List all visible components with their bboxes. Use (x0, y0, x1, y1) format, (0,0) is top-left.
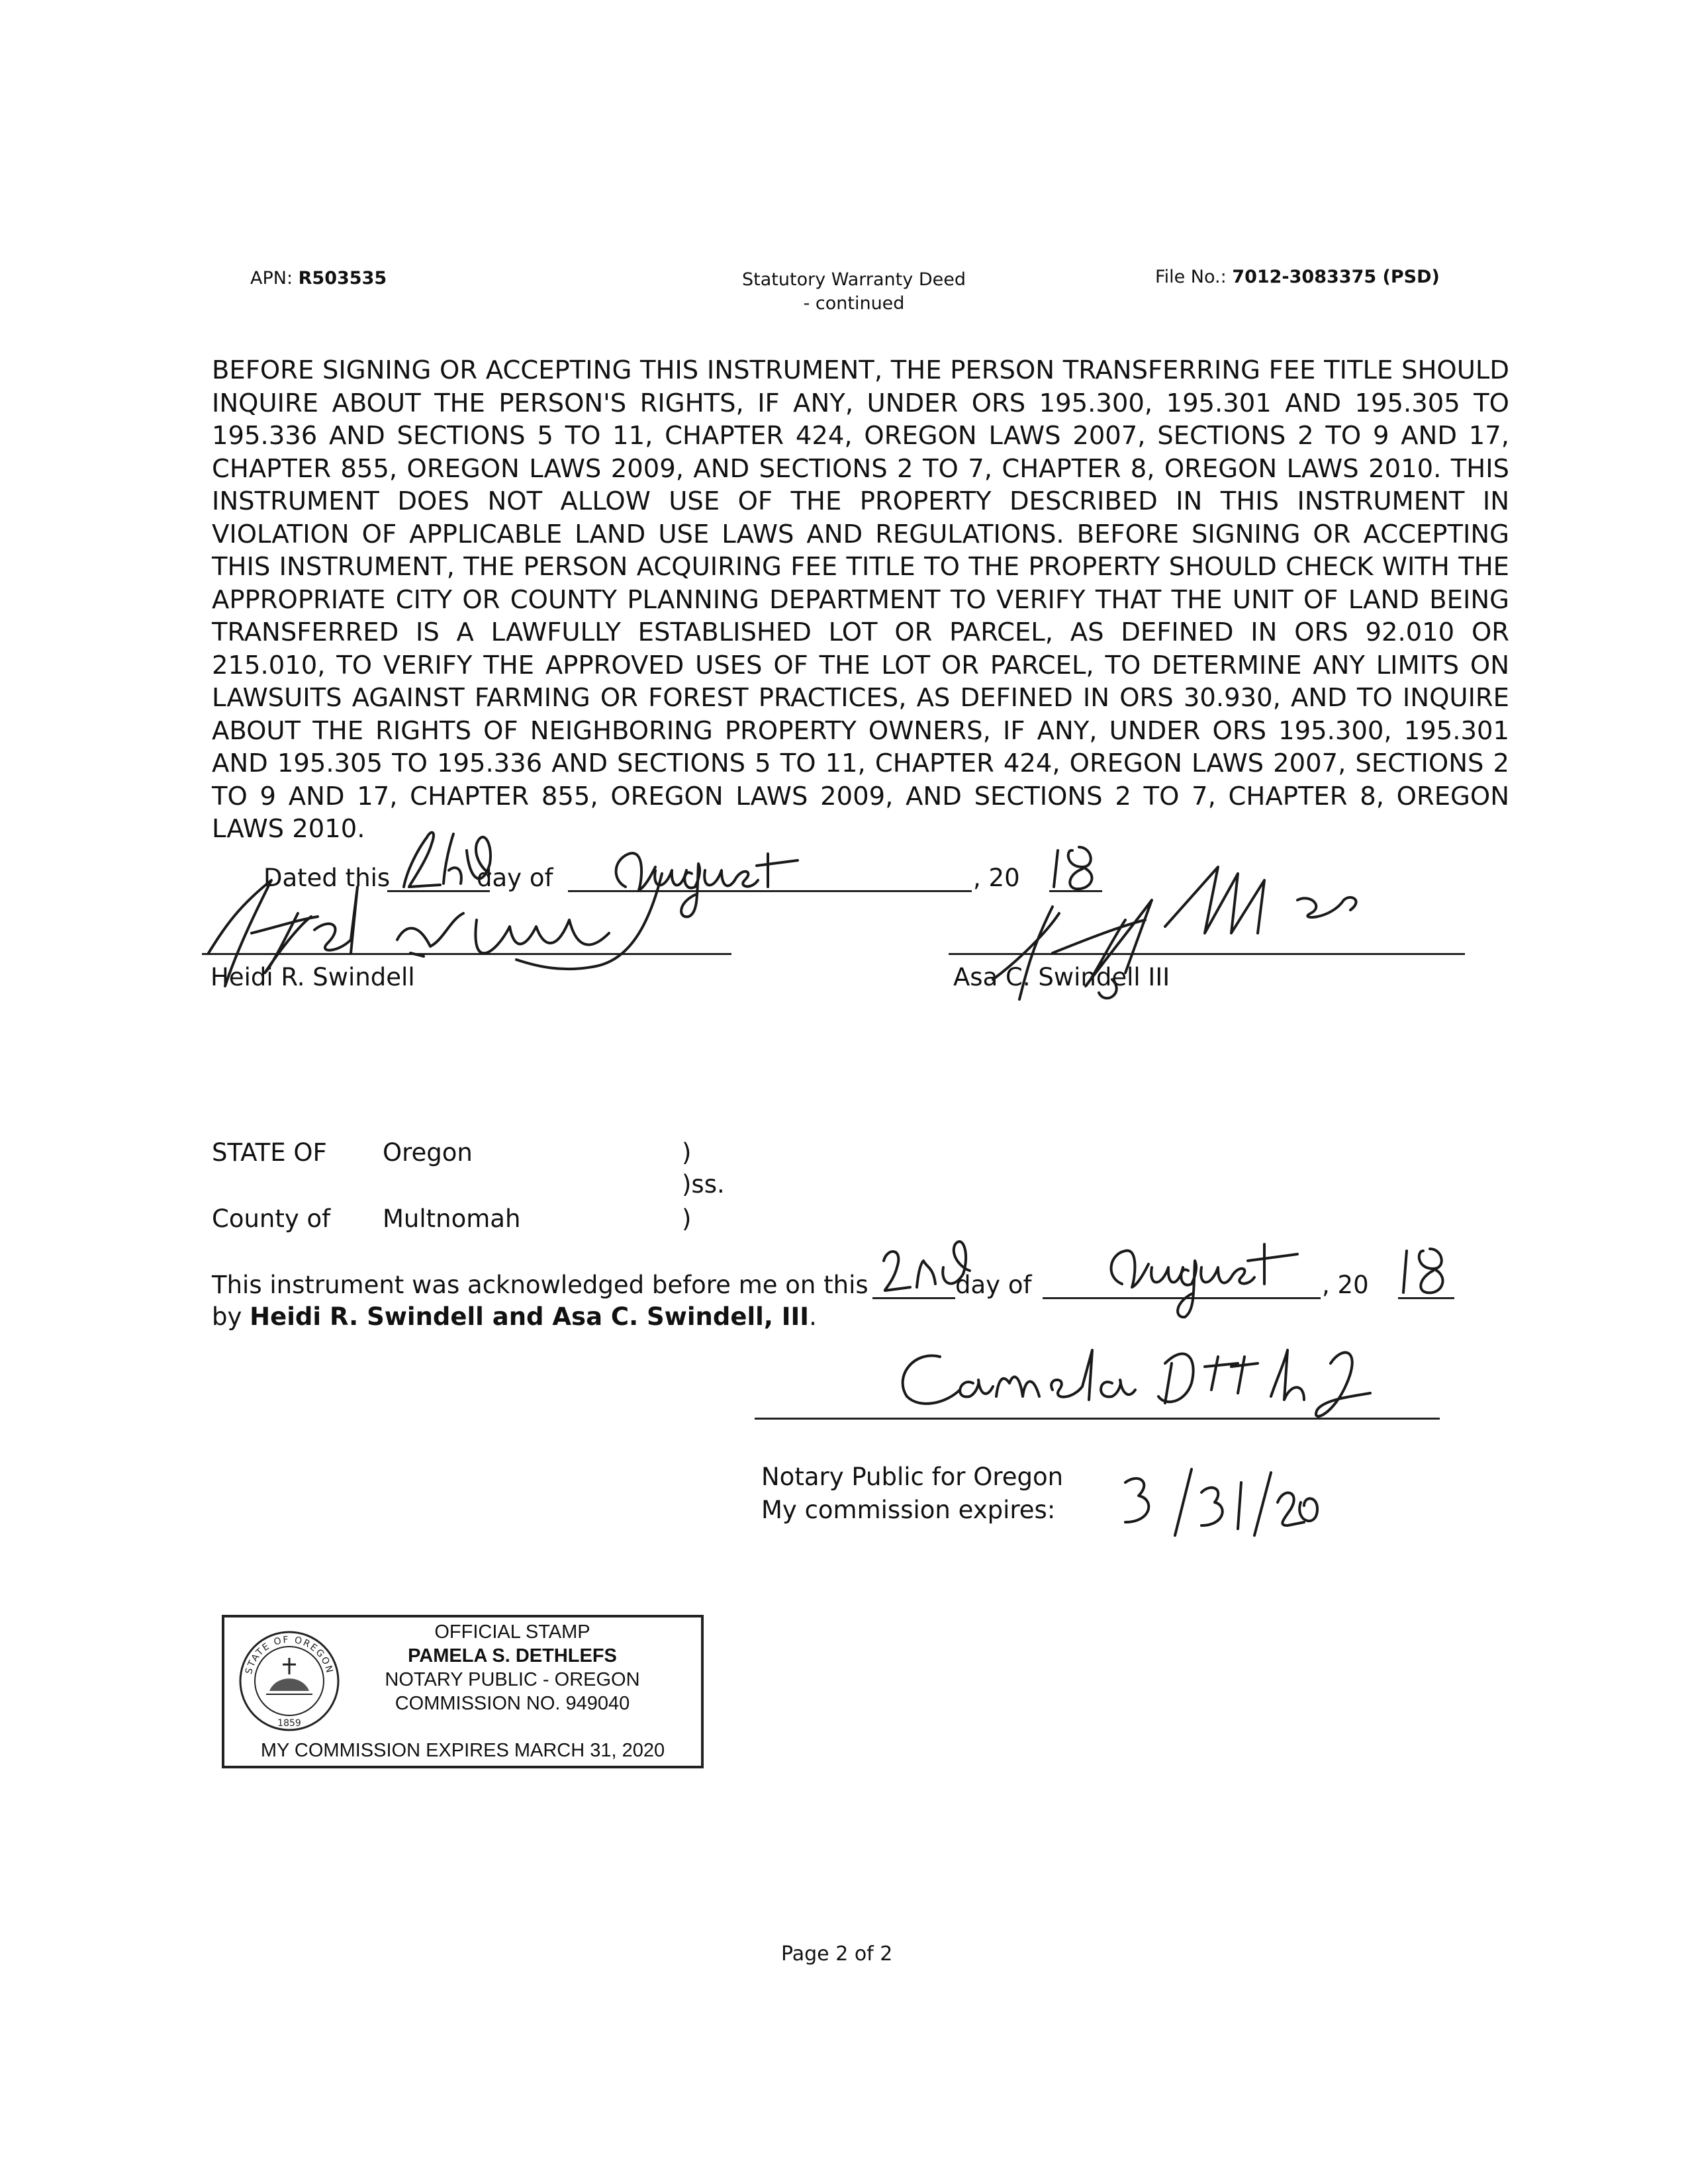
page-number (781, 1942, 892, 1966)
apn-value: R503535 (298, 268, 387, 289)
document-title-line2: - continued (803, 293, 905, 314)
stamp-line-name: PAMELA S. DETHLEFS (408, 1645, 617, 1666)
signer-name-asa: Asa C. Swindell III (953, 963, 1170, 991)
ss-label: )ss. (682, 1170, 725, 1199)
state-of-label: STATE OF (212, 1138, 327, 1167)
page-label: Page (781, 1942, 829, 1966)
stamp-line-official: OFFICIAL STAMP (434, 1621, 590, 1643)
seal-year: 1859 (277, 1718, 301, 1729)
ack-year-prefix: , 20 (1322, 1271, 1369, 1299)
county-value: Multnomah (383, 1205, 521, 1233)
handwritten-ack-year (1397, 1241, 1470, 1300)
signature-asa (953, 847, 1430, 1013)
stamp-line-expires: MY COMMISSION EXPIRES MARCH 31, 2020 (260, 1740, 665, 1761)
dated-day-of-label: day of (477, 864, 553, 892)
document-title (722, 268, 986, 316)
by-names: Heidi R. Swindell and Asa C. Swindell, III (250, 1302, 810, 1331)
handwritten-commission-expiry (1112, 1463, 1324, 1549)
signature-heidi (199, 854, 741, 1006)
handwritten-ack-day (877, 1228, 983, 1300)
oregon-state-seal (236, 1628, 342, 1734)
official-stamp (222, 1615, 704, 1768)
page-current: 2 (835, 1942, 849, 1966)
seal-text: STATE OF OREGON (243, 1634, 336, 1676)
commission-expires-label: My commission expires: (761, 1496, 1056, 1524)
handwritten-ack-month (1096, 1231, 1321, 1324)
page-total: 2 (880, 1942, 893, 1966)
file-number-header (1155, 267, 1440, 287)
stamp-line-notary: NOTARY PUBLIC - OREGON (385, 1669, 640, 1690)
acknowledgment-text: This instrument was acknowledged before me on this (212, 1271, 868, 1299)
page-of: of (854, 1942, 874, 1966)
document-title-line1: Statutory Warranty Deed (742, 269, 966, 290)
acknowledged-by (212, 1302, 817, 1331)
paren-1: ) (682, 1138, 692, 1167)
dated-year-prefix: , 20 (973, 864, 1020, 892)
county-of-label: County of (212, 1205, 331, 1233)
file-label: File No.: (1155, 267, 1227, 287)
statutory-disclaimer-paragraph: BEFORE SIGNING OR ACCEPTING THIS INSTRUMENT, THE PERSON TRANSFERRING FEE TITLE SHOULD INQUIRE ABOUT THE PERSON'S RIGHTS, IF ANY, UNDER ORS 195.300, 195.301 AND 195.305 TO 195.336 AND SECTIONS 5 TO 11, CHAPTER 424, OREGON LAWS 2007, SECTIONS 2 TO 9 AND 17, CHAPTER 855, OREGON LAWS 2009, AND SECTIONS 2 TO 7, CHAPTER 8, OREGON LAWS 2010. THIS INSTRUMENT DOES NOT ALLOW USE OF THE PROPERTY DESCRIBED IN THIS INSTRUMENT IN VIOLATION OF APPLICABLE LAND USE LAWS AND REGULATIONS. BEFORE SIGNING OR ACCEPTING THIS INSTRUMENT, THE PERSON ACQUIRING FEE TITLE TO THE PROPERTY SHOULD CHECK WITH THE APPROPRIATE CITY OR COUNTY PLANNING DEPARTMENT TO VERIFY THAT THE UNIT OF LAND BEING TRANSFERRED IS A LAWFULLY ESTABLISHED LOT OR PARCEL, AS DEFINED IN ORS 92.010 OR 215.010, TO VERIFY THE APPROVED USES OF THE LOT OR PARCEL, TO DETERMINE ANY LIMITS ON LAWSUITS AGAINST FARMING OR FOREST PRACTICES, AS DEFINED IN ORS 30.930, AND TO INQUIRE ABOUT THE RIGHTS OF NEIGHBORING PROPERTY OWNERS, IF ANY, UNDER ORS 195.300, 195.301 AND 195.305 TO 195.336 AND SECTIONS 5 TO 11, CHAPTER 424, OREGON LAWS 2007, SECTIONS 2 TO 9 AND 17, CHAPTER 855, OREGON LAWS 2009, AND SECTIONS 2 TO 7, CHAPTER 8, OREGON LAWS 2010. (212, 355, 1509, 844)
apn-header (250, 268, 387, 289)
state-value: Oregon (383, 1138, 473, 1167)
notary-signature (887, 1337, 1436, 1430)
stamp-line-commission: COMMISSION NO. 949040 (395, 1693, 630, 1714)
by-period: . (809, 1302, 817, 1331)
file-value: 7012-3083375 (PSD) (1232, 267, 1440, 287)
signer-name-heidi: Heidi R. Swindell (211, 963, 415, 991)
apn-label: APN: (250, 268, 293, 289)
notary-public-for-oregon: Notary Public for Oregon (761, 1463, 1064, 1491)
dated-this-label: Dated this (263, 864, 391, 892)
ack-day-of-label: day of (955, 1271, 1032, 1299)
paren-2: ) (682, 1205, 692, 1233)
by-label: by (212, 1302, 242, 1331)
